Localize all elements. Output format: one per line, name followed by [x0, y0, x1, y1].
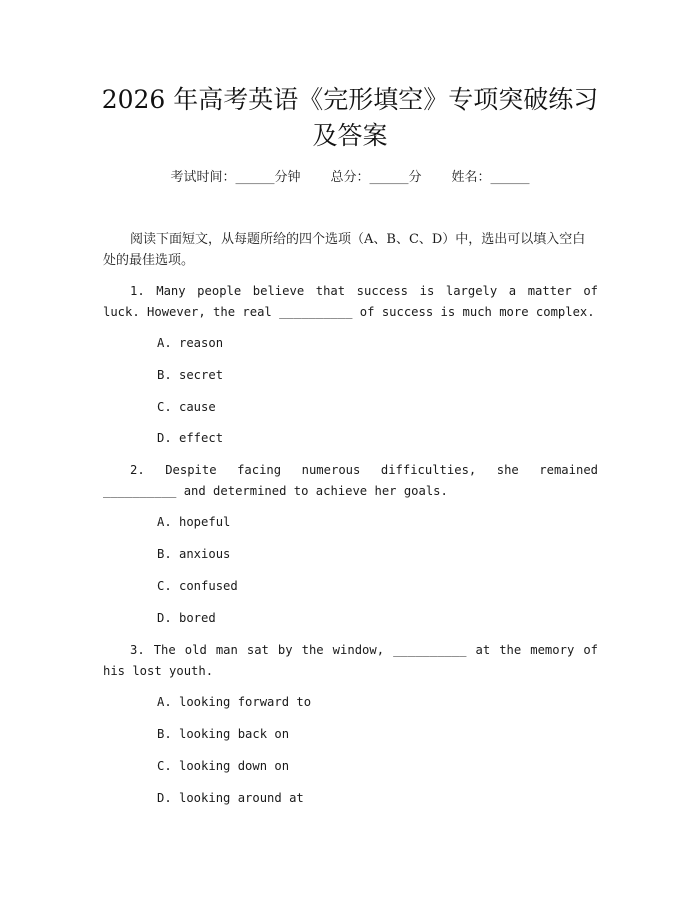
question-1-stem: 1. Many people believe that success is largely a matter of luck. However, the real __________ of success is much more complex.	[103, 284, 598, 319]
exam-time-field: 考试时间：______分钟	[170, 170, 301, 185]
exam-meta	[0, 168, 700, 188]
question-3-option-a[interactable]: A. looking forward to	[157, 695, 312, 709]
document-title-line-2: 及答案	[312, 121, 388, 150]
student-name-field: 姓名：______	[451, 170, 530, 185]
question-3-option-b[interactable]: B. looking back on	[157, 727, 290, 741]
question-3-stem: 3. The old man sat by the window, __________ at the memory of his lost youth.	[103, 643, 598, 678]
question-1-option-d[interactable]: D. effect	[157, 431, 224, 445]
question-2-option-a[interactable]: A. hopeful	[157, 515, 231, 529]
question-1-option-b[interactable]: B. secret	[157, 368, 224, 382]
question-2-option-b[interactable]: B. anxious	[157, 547, 231, 561]
instructions	[103, 229, 598, 271]
question-2-stem: 2. Despite facing numerous difficulties, she remained __________ and determined to achieve her goals.	[103, 463, 598, 498]
instructions-text: 阅读下面短文，从每题所给的四个选项（A、B、C、D）中，选出可以填入空白处的最佳选项。	[103, 232, 586, 268]
question-3-option-c[interactable]: C. looking down on	[157, 759, 290, 773]
question-1-option-a[interactable]: A. reason	[157, 336, 224, 350]
total-score-field: 总分：______分	[330, 170, 422, 185]
question-2-option-d[interactable]: D. bored	[157, 611, 216, 625]
question-2-option-c[interactable]: C. confused	[157, 579, 238, 593]
question-3-option-d[interactable]: D. looking around at	[157, 791, 304, 805]
document-title-line-1: 2026 年高考英语《完形填空》专项突破练习	[101, 85, 599, 114]
question-1-option-c[interactable]: C. cause	[157, 400, 216, 414]
